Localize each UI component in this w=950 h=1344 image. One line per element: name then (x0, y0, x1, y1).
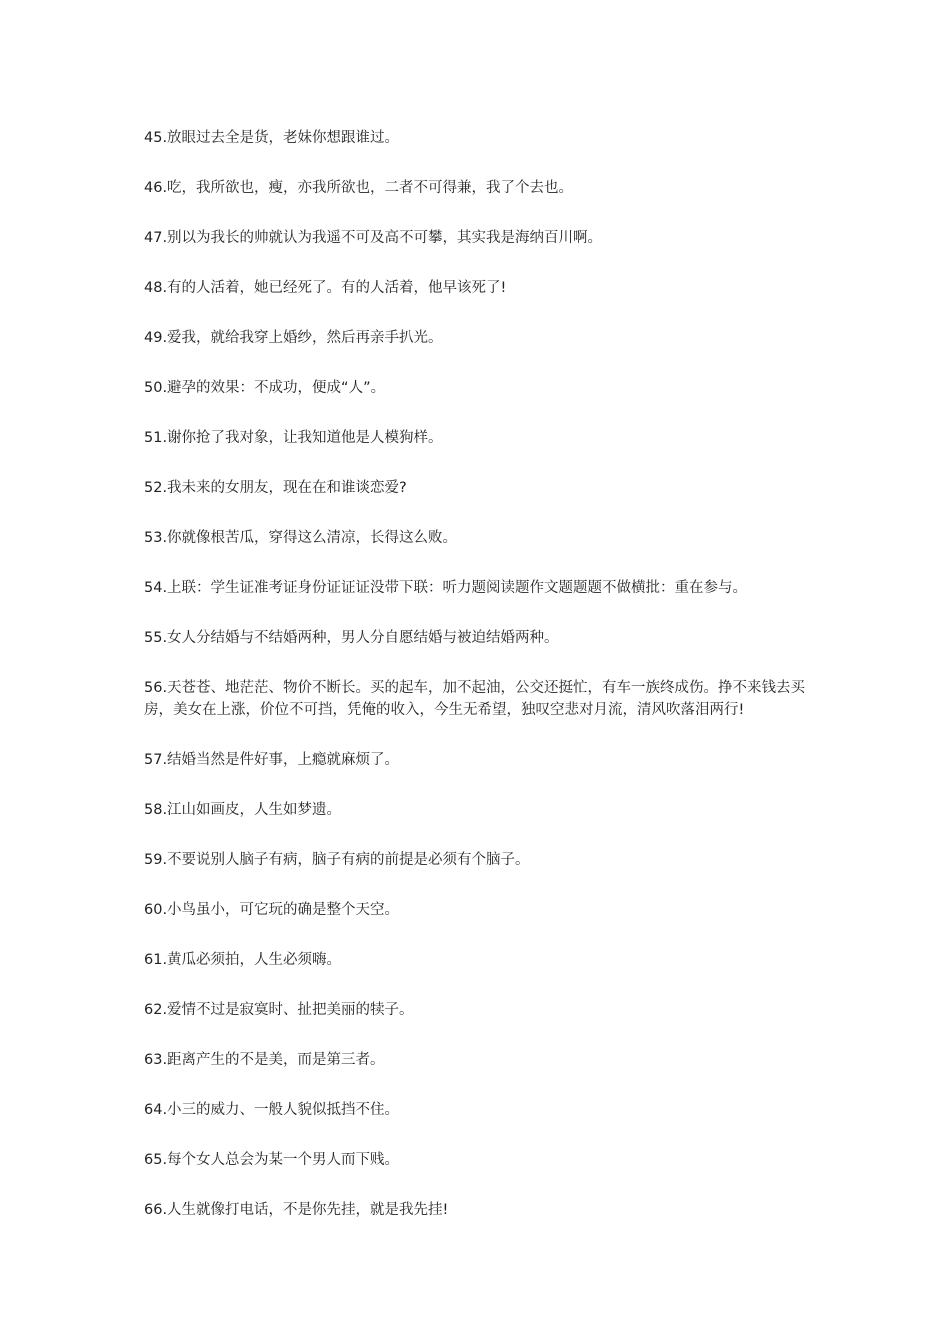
list-item: 66.人生就像打电话，不是你先挂，就是我先挂! (144, 1202, 449, 1218)
list-item: 58.江山如画皮，人生如梦遗。 (144, 802, 342, 818)
list-item: 57.结婚当然是件好事，上瘾就麻烦了。 (144, 752, 400, 768)
list-item: 48.有的人活着，她已经死了。有的人活着，他早该死了! (144, 280, 507, 296)
list-item: 65.每个女人总会为某一个男人而下贱。 (144, 1152, 400, 1168)
list-item: 62.爱情不过是寂寞时、扯把美丽的犊子。 (144, 1002, 414, 1018)
list-item: 50.避孕的效果：不成功，便成“人”。 (144, 380, 386, 396)
list-item: 61.黄瓜必须拍，人生必须嗨。 (144, 952, 342, 968)
list-item: 49.爱我，就给我穿上婚纱，然后再亲手扒光。 (144, 330, 443, 346)
list-item: 63.距离产生的不是美，而是第三者。 (144, 1052, 385, 1068)
list-item: 51.谢你抢了我对象，让我知道他是人模狗样。 (144, 430, 443, 446)
list-item: 60.小鸟虽小，可它玩的确是整个天空。 (144, 902, 400, 918)
list-item: 64.小三的威力、一般人貌似抵挡不住。 (144, 1102, 400, 1118)
list-item: 55.女人分结婚与不结婚两种，男人分自愿结婚与被迫结婚两种。 (144, 630, 559, 646)
joke-list (144, 127, 809, 1249)
list-item: 52.我未来的女朋友，现在在和谁谈恋爱? (144, 480, 407, 496)
list-item: 53.你就像根苦瓜，穿得这么清凉，长得这么败。 (144, 530, 458, 546)
list-item: 47.别以为我长的帅就认为我遥不可及高不可攀，其实我是海纳百川啊。 (144, 230, 603, 246)
list-item: 59.不要说别人脑子有病，脑子有病的前提是必须有个脑子。 (144, 852, 530, 868)
list-item: 54.上联：学生证准考证身份证证证没带下联：听力题阅读题作文题题题不做横批：重在参与。 (144, 580, 748, 596)
list-item: 56.天苍苍、地茫茫、物价不断长。买的起车，加不起油，公交还挺忙，有车一族终成伤。挣不来钱去买房，美女在上涨，价位不可挡，凭俺的收入，今生无希望，独叹空悲对月流，清风吹落泪两行! (144, 680, 806, 718)
list-item: 46.吃，我所欲也，瘦，亦我所欲也，二者不可得兼，我了个去也。 (144, 180, 574, 196)
list-item: 45.放眼过去全是货，老妹你想跟谁过。 (144, 130, 400, 146)
